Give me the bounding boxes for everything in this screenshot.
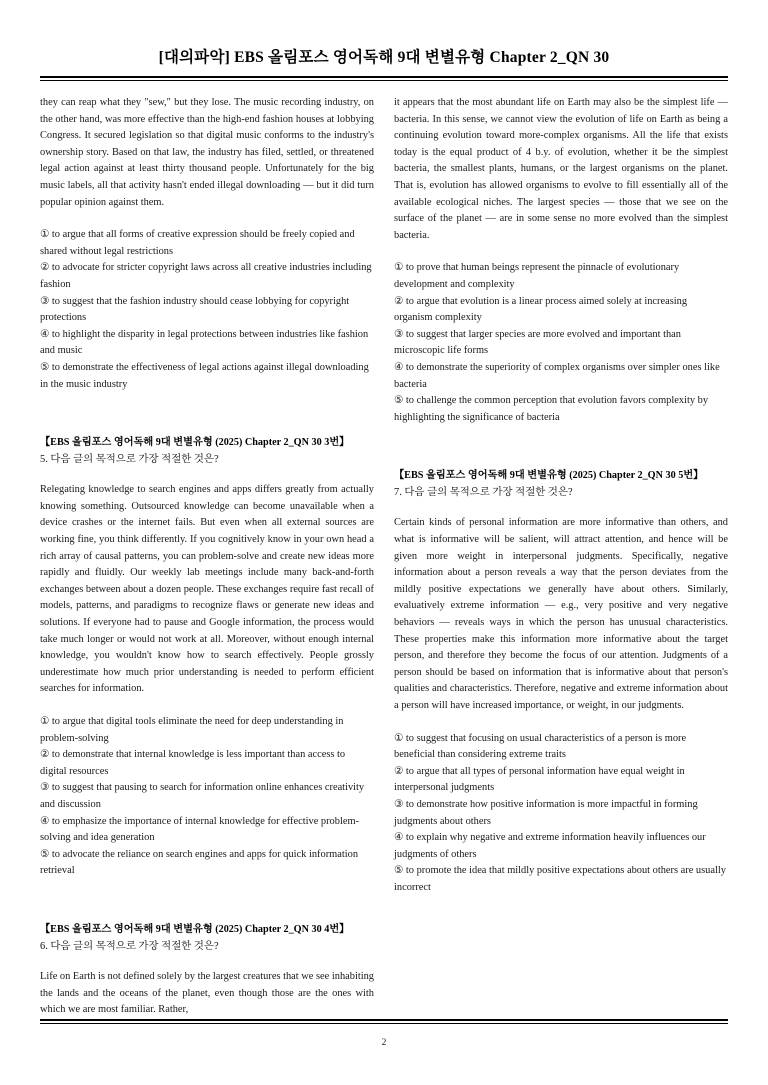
- choice-option[interactable]: ④ to emphasize the importance of internal knowledge for effective problem-solving and idea generation: [40, 815, 359, 844]
- left-column: [40, 95, 374, 1035]
- choice-option[interactable]: ② to argue that all types of personal information have equal weight in interpersonal judgments: [394, 765, 685, 794]
- choice-option[interactable]: ④ to demonstrate the superiority of complex organisms over simpler ones like bacteria: [394, 361, 720, 390]
- choice-list-previous: [40, 227, 374, 393]
- question-5-header: [40, 435, 374, 468]
- choice-option[interactable]: ④ to explain why negative and extreme information heavily influences our judgments of others: [394, 832, 706, 860]
- choice-option[interactable]: ① to argue that all forms of creative expression should be freely copied and shared without legal restrictions: [40, 229, 355, 257]
- right-column: [394, 95, 728, 913]
- section-spacer: [40, 896, 374, 922]
- choice-option[interactable]: ① to suggest that focusing on usual characteristics of a person is more beneficial than considering extreme traits: [394, 732, 687, 761]
- choice-option[interactable]: ⑤ to promote the idea that mildly positive expectations about others are usually incorrect: [394, 865, 726, 893]
- question-prompt: 6. 다음 글의 목적으로 가장 적절한 것은?: [40, 940, 219, 952]
- choice-option[interactable]: ② to argue that evolution is a linear process aimed solely at increasing organism complexity: [394, 295, 688, 324]
- question-7-choice-list: [394, 731, 728, 897]
- choice-option[interactable]: ③ to suggest that pausing to search for information online enhances creativity and discussion: [40, 782, 365, 810]
- question-7-header: [394, 468, 728, 501]
- question-prompt: 7. 다음 글의 목적으로 가장 적절한 것은?: [394, 486, 573, 498]
- choice-option[interactable]: ② to demonstrate that internal knowledge is less important than access to digital resources: [40, 749, 346, 777]
- question-5-passage: Relegating knowledge to search engines and apps differs greatly from actually knowing something. Outsourced knowledge can become unavailable when a device crashes or the internet fails. But even when all external sources are working fine, you think differently. If you cognitively know in your own head a rich array of causal patterns, you can problem-solve and create new ideas more rapidly and fluidly. Our weekly lab meetings include many back-and-forth exchanges between about a dozen people. These exchanges require fast recall of models, patterns, and paradigms to recognize flaws or generate new ideas and solutions. If everyone had to pause and Google information, the process would take much longer or would not work at all. Moreover, without enough internal knowledge, you wouldn't know how to search effectively. People grossly underestimate how much prior understanding is needed to perform efficient searches for information.: [40, 484, 374, 695]
- choice-option[interactable]: ③ to suggest that the fashion industry should cease lobbying for copyright protections: [40, 295, 350, 324]
- choice-option[interactable]: ③ to demonstrate how positive information is more impactful in forming judgments about others: [394, 798, 698, 827]
- choice-option[interactable]: ① to prove that human beings represent the pinnacle of evolutionary development and complexity: [394, 262, 680, 290]
- choice-option[interactable]: ⑤ to challenge the common perception that evolution favors complexity by highlighting the significance of bacteria: [394, 395, 709, 423]
- choice-option[interactable]: ⑤ to advocate the reliance on search engines and apps for quick information retrieval: [40, 848, 359, 877]
- question-prompt: 5. 다음 글의 목적으로 가장 적절한 것은?: [40, 453, 219, 465]
- section-spacer: [394, 442, 728, 468]
- choice-option[interactable]: ⑤ to demonstrate the effectiveness of legal actions against illegal downloading in the music industry: [40, 361, 369, 390]
- choice-option[interactable]: ③ to suggest that larger species are more evolved and important than microscopic life forms: [394, 328, 681, 357]
- choice-option[interactable]: ② to advocate for stricter copyright laws across all creative industries including fashion: [40, 262, 372, 290]
- question-6-choice-list: [394, 260, 728, 426]
- question-source-label: 【EBS 올림포스 영어독해 9대 변별유형 (2025) Chapter 2_QN 30 3번】: [40, 437, 350, 449]
- passage-continued: they can reap what they "sew," but they lose. The music recording industry, on the other hand, was more effective than the high-end fashion houses at lobbying Congress. It secured legislation so that digital music conforms to the industry's ownership story. Based on that law, the industry has filed, settled, or threatened legal action against at least thirty thousand people. Unfortunately for the big music labels, all that activity hasn't ended illegal downloading — but it did turn popular opinion against them.: [40, 97, 374, 208]
- page-title: [대의파악] EBS 올림포스 영어독해 9대 변별유형 Chapter 2_QN 30: [158, 49, 610, 66]
- question-6-header: [40, 922, 374, 955]
- header-divider: [40, 76, 728, 81]
- choice-option[interactable]: ④ to highlight the disparity in legal protections between industries like fashion and music: [40, 328, 369, 357]
- question-source-label: 【EBS 올림포스 영어독해 9대 변별유형 (2025) Chapter 2_QN 30 5번】: [394, 470, 704, 482]
- footer-divider: [40, 1019, 728, 1024]
- choice-option[interactable]: ① to argue that digital tools eliminate the need for deep understanding in problem-solving: [40, 716, 344, 744]
- question-7-passage: Certain kinds of personal information are more informative than others, and what is informative will be salient, will attract attention, and hence will be given more weight in interpersonal judgments. Specifically, negative information about a person reveals a way that the person deviates from the mildly positive expectations we generally have about others. Similarly, evaluatively extreme information — e.g., very positive and very negative behaviors — reveals ways in which the person has unusual characteristics. These properties make this information more informative about the target person, and therefore they become the focus of our attention. Judgments of a person should be based on information that is informative about that person's qualities and characteristics. Therefore, negative and extreme information about a person will have increased importance, or weight, in our judgments.: [394, 517, 728, 711]
- page-number: 2: [381, 1038, 387, 1048]
- question-6-passage-start: Life on Earth is not defined solely by the largest creatures that we see inhabiting the lands and the oceans of the planet, even though those are the ones with which we are most familiar. Rather,: [40, 971, 374, 1016]
- question-5-choice-list: [40, 714, 374, 880]
- question-source-label: 【EBS 올림포스 영어독해 9대 변별유형 (2025) Chapter 2_QN 30 4번】: [40, 923, 350, 935]
- question-6-passage-continued: it appears that the most abundant life on Earth may also be the simplest life — bacteria. In this sense, we cannot view the evolution of life on Earth as being a continuing evolution toward more-complex organisms. All the life that exists today is the equal product of 4 b.y. of evolution, whether it be the simplest bacteria, the smallest plants, humans, or the largest organisms on the planet. That is, evolution has allowed organisms to evolve to fill essentially all of the available ecological niches. The largest species — those that we see on the surface of the planet — are in some sense no more evolved than the simplest bacteria.: [394, 97, 728, 241]
- section-spacer: [40, 409, 374, 435]
- two-column-body: [40, 95, 728, 1035]
